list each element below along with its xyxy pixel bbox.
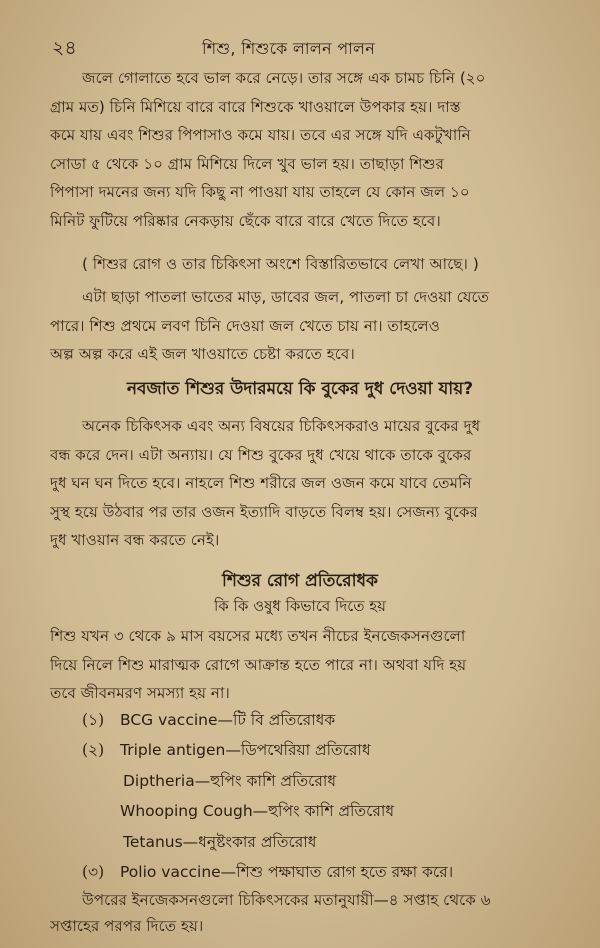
- list-number: (৩): [82, 863, 105, 881]
- text-line: গ্রাম মত) চিনি মিশিয়ে বারে বারে শিশুকে খাওয়ালে উপকার হয়। দাস্ত: [50, 97, 461, 116]
- page-header: [52, 34, 552, 60]
- vaccine-sub-diptheria: Diptheria—হুপিং কাশি প্রতিরোধ: [123, 772, 337, 790]
- note-text: ( শিশুর রোগ ও তার চিকিৎসা অংশে বিস্তারিতভাবে লেখা আছে। ): [82, 255, 479, 273]
- text-line: এটা ছাড়া পাতলা ভাতের মাড়, ডাবের জল, পাতলা চা দেওয়া যেতে: [82, 288, 490, 306]
- text-line: বন্ধ করে দেন। এটা অন্যায়। যে শিশু বুকের দুধ খেয়ে থাকে তাকে বুকের: [50, 445, 472, 464]
- text-line: সুস্থ হয়ে উঠবার পর তার ওজন ইত্যাদি বাড়তে বিলম্ব হয়। সেজন্য বুকের: [50, 502, 478, 521]
- text-line: তবে জীবনমরণ সমস্যা হয় না।: [50, 684, 230, 703]
- list-item: [82, 860, 453, 888]
- vaccine-bcg: BCG vaccine—টি বি প্রতিরোধক: [120, 711, 336, 729]
- vaccine-triple: Triple antigen—ডিপথেরিয়া প্রতিরোধ: [120, 741, 371, 759]
- page-number: ২৪: [52, 37, 77, 59]
- text-line: মিনিট ফুটিয়ে পরিষ্কার নেকড়ায় ছেঁকে বারে বারে খেতে দিতে হবে।: [50, 211, 441, 230]
- list-item: [82, 738, 371, 766]
- text-line: অনেক চিকিৎসক এবং অন্য বিষয়ের চিকিৎসকরাও মায়ের বুকের দুধ: [82, 417, 481, 435]
- running-title: শিশু, শিশুকে লালন পালন: [202, 39, 376, 58]
- text-line: উপরের ইনজেকসনগুলো চিকিৎসকের মতানুযায়ী—৪ সপ্তাহ থেকে ৬: [82, 891, 491, 909]
- text-line: শিশু যখন ৩ থেকে ৯ মাস বয়সের মধ্যে তখন নীচের ইনজেকসনগুলো: [50, 627, 466, 645]
- list-number: (২): [82, 741, 105, 759]
- vaccine-sub-whooping: Whooping Cough—হুপিং কাশি প্রতিরোধ: [120, 802, 395, 820]
- paragraph-schedule: [82, 886, 582, 915]
- note-line: [82, 250, 600, 279]
- section-heading-prevention: শিশুর রোগ প্রতিরোধক: [222, 571, 378, 591]
- paragraph-injections: [50, 622, 570, 708]
- text-line: পিপাসা দমনের জন্য যদি কিছু না পাওয়া যায় তাহলে যে কোন জল ১০: [50, 183, 470, 202]
- text-line: সোডা ৫ থেকে ১০ গ্রাম মিশিয়ে দিলে খুব ভাল হয়। তাছাড়া শিশুর: [50, 154, 444, 173]
- list-number: (১): [82, 711, 105, 729]
- text-line: অল্প অল্প করে এই জল খাওয়াতে চেষ্টা করতে হবে।: [50, 345, 355, 364]
- paragraph-alternatives-cont: [50, 312, 570, 369]
- section-subheading: কি কি ওষুধ কিভাবে দিতে হয়: [214, 597, 386, 615]
- paragraph-schedule-cont: [50, 912, 570, 941]
- text-line: জলে গোলাতে হবে ভাল করে নেড়ে। তার সঙ্গে এক চামচ চিনি (২০: [82, 69, 486, 87]
- text-line: সপ্তাহের পরপর দিতে হয়।: [50, 917, 204, 935]
- text-line: কমে যায় এবং শিশুর পিপাসাও কমে যায়। তবে এর সঙ্গে যদি একটুখানি: [50, 126, 471, 145]
- text-line: দুধ খাওয়ান বন্ধ করতে নেই।: [50, 531, 220, 550]
- paragraph-ors-cont: [50, 93, 570, 236]
- section-heading-breastfeeding: নবজাত শিশুর উদারময়ে কি বুকের দুধ দেওয়া যায়?: [126, 379, 474, 399]
- text-line: পারে। শিশু প্রথমে লবণ চিনি দেওয়া জল খেতে চায় না। তাহলেও: [50, 316, 440, 335]
- vaccine-polio: Polio vaccine—শিশু পক্ষাঘাত রোগ হতে রক্ষা করে।: [120, 863, 454, 881]
- paragraph-breastfeeding-cont: [50, 441, 570, 555]
- vaccine-sub-tetanus: Tetanus—ধনুষ্টংকার প্রতিরোধ: [123, 833, 317, 851]
- list-item: [82, 708, 335, 736]
- paragraph-alternatives: [82, 283, 600, 312]
- paragraph-breastfeeding: [82, 412, 600, 441]
- paragraph-ors: [82, 64, 600, 93]
- text-line: দুধ ঘন ঘন দিতে হবে। নাহলে শিশু শরীরে জল ওজন কমে যাবে তেমনি: [50, 474, 472, 493]
- text-line: দিয়ে নিলে শিশু মারাত্মক রোগে আক্রান্ত হতে পারে না। অথবা যদি হয়: [50, 655, 467, 674]
